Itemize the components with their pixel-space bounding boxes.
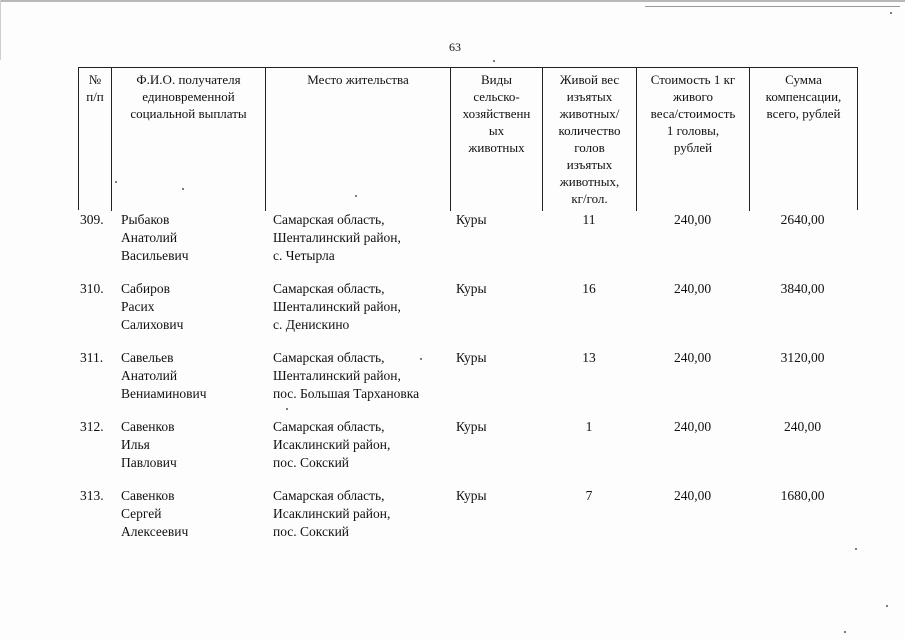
scan-speck [420,358,422,360]
scan-edge-line [645,6,900,7]
row-number: 309. [80,212,104,227]
residence: Самарская область, Шенталинский район, с. Денискино [273,281,401,332]
table-row [78,418,858,484]
scan-speck [182,188,184,190]
scan-speck [890,12,892,14]
header-number: № п/п [79,68,112,211]
unit-cost: 240,00 [673,281,712,296]
compensation-sum: 3840,00 [780,281,825,296]
header-animal-kind: Виды сельско- хозяйственн ых животных [451,68,543,211]
recipient-name: Сабиров Расих Салихович [121,281,184,332]
recipient-name: Савенков Илья Павлович [121,419,177,470]
scan-edge-top [0,0,905,2]
scan-speck [844,631,846,633]
scan-speck [115,181,117,183]
unit-cost: 240,00 [673,419,712,434]
row-number: 311. [80,350,104,365]
header-recipient-name: Ф.И.О. получателя единовременной социальной выплаты [112,68,266,211]
header-weight-count: Живой вес изъятых животных/ количество голов изъятых животных, кг/гол. [543,68,637,211]
scan-speck [886,605,888,607]
unit-cost: 240,00 [673,350,712,365]
recipient-name: Савенков Сергей Алексеевич [121,488,189,539]
scan-edge-left [0,0,1,60]
header-compensation-sum: Сумма компенсации, всего, рублей [765,72,842,121]
compensation-sum: 1680,00 [780,488,825,503]
scan-speck [855,548,857,550]
animal-kind: Куры [456,350,487,365]
weight-count: 11 [582,212,596,227]
residence: Самарская область, Шенталинский район, с. Четырла [273,212,401,263]
table-row [78,280,858,346]
residence: Самарская область, Исаклинский район, пос. Сокский [273,488,391,539]
scan-speck [493,60,495,62]
row-number: 312. [80,419,104,434]
page-number: 63 [449,40,461,54]
header-unit-cost: Стоимость 1 кг живого веса/стоимость 1 головы, рублей [637,68,750,211]
scan-speck [355,195,357,197]
table-row [78,211,858,277]
recipient-name: Рыбаков Анатолий Васильевич [121,212,189,263]
weight-count: 13 [582,350,596,365]
animal-kind: Куры [456,281,487,296]
compensation-sum: 3120,00 [780,350,825,365]
weight-count: 7 [585,488,593,503]
header-residence: Место жительства [266,68,451,211]
animal-kind: Куры [456,488,487,503]
residence: Самарская область, Шенталинский район, пос. Большая Тархановка [273,350,420,401]
recipient-name: Савельев Анатолий Вениаминович [121,350,207,401]
table-row [78,487,858,553]
row-number: 313. [80,488,104,503]
residence: Самарская область, Исаклинский район, пос. Сокский [273,419,391,470]
animal-kind: Куры [456,419,487,434]
weight-count: 1 [585,419,593,434]
scan-speck [286,408,288,410]
compensation-sum: 240,00 [783,419,822,434]
table-row [78,349,858,415]
animal-kind: Куры [456,212,487,227]
weight-count: 16 [582,281,596,296]
compensation-sum: 2640,00 [780,212,825,227]
unit-cost: 240,00 [673,488,712,503]
row-number: 310. [80,281,104,296]
unit-cost: 240,00 [673,212,712,227]
table-header [78,67,858,210]
